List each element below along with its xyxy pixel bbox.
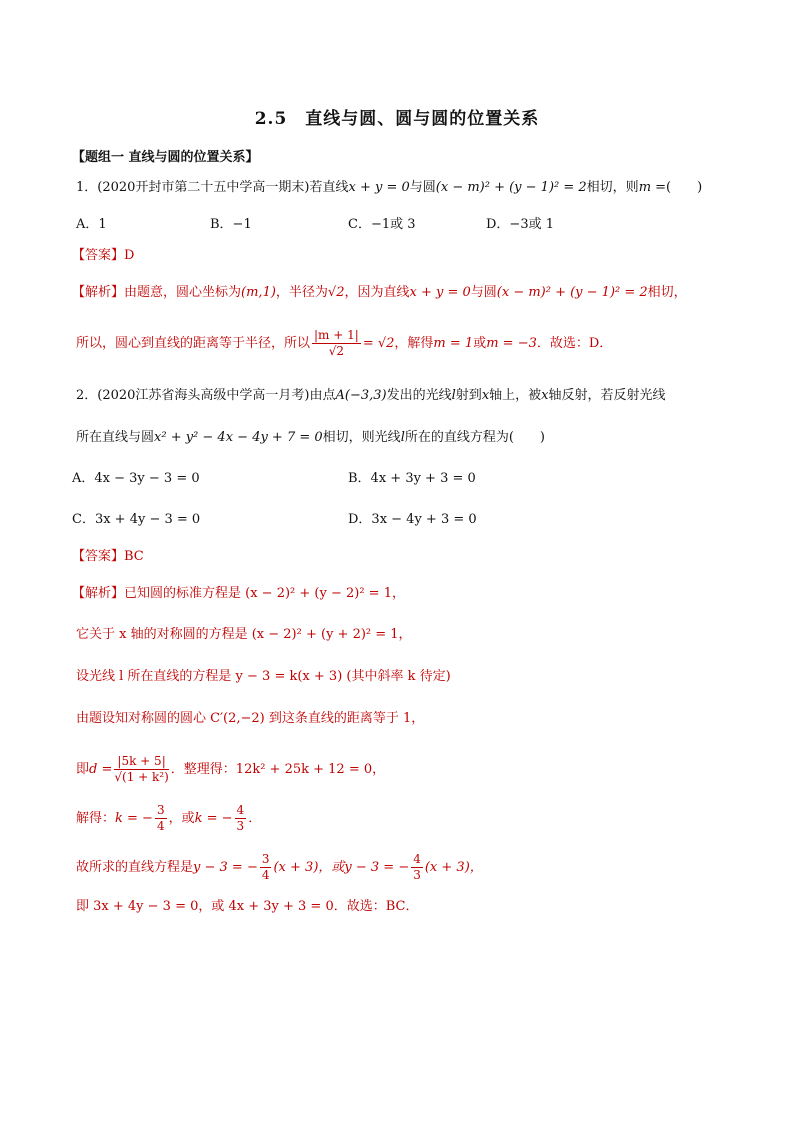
text: 轴上，被 (489, 388, 542, 403)
text: 与圆 (470, 285, 497, 300)
math: A(−3,3) (335, 388, 387, 403)
frac-den: √2 (328, 344, 345, 358)
page-title: 2.5 直线与圆、圆与圆的位置关系 (254, 109, 540, 129)
q2-option-d: D．3x − 4y + 3 = 0 (348, 512, 477, 527)
text: ，半径为 (275, 285, 328, 300)
text: ． (248, 811, 262, 826)
q2-analysis-line5 (76, 754, 385, 785)
q1-eq-m: m = (638, 180, 667, 195)
math: d = (89, 762, 113, 777)
math: x + y = 0 (409, 285, 471, 300)
math: k = − (194, 811, 233, 826)
math: k = − (115, 811, 153, 826)
text: 即 (76, 762, 90, 777)
math: x (541, 388, 549, 403)
q1-answer: 【答案】D (72, 248, 135, 263)
text: 所以，圆心到直线的距离等于半径，所以 (76, 336, 311, 351)
q2-analysis-line2: 它关于 x 轴的对称圆的方程是 (x − 2)² + (y + 2)² = 1， (76, 627, 412, 642)
math: m = −3 (486, 336, 537, 351)
q2-stem-line2 (76, 428, 545, 448)
q2-stem-line1 (76, 386, 666, 406)
fraction (312, 328, 361, 359)
frac-den: 3 (413, 868, 421, 882)
frac-den: √(1 + k²) (114, 770, 169, 784)
text: 由题意，圆心坐标为 (124, 285, 242, 300)
fraction (411, 852, 423, 883)
q1-stem-text: 1．(2020开封市第二十五中学高一期末)若直线 (76, 180, 349, 195)
q1-option-a: A．1 (76, 217, 107, 232)
fraction (235, 803, 247, 834)
math: x² + y² − 4x − 4y + 7 = 0 (154, 430, 323, 445)
frac-num: 3 (261, 852, 270, 866)
math: (x + 3)，或 (273, 860, 345, 875)
q2-option-c: C．3x + 4y − 3 = 0 (72, 512, 201, 527)
math: √2 (327, 285, 345, 300)
section-heading: 【题组一 直线与圆的位置关系】 (72, 150, 259, 165)
text: 故所求的直线方程是 (76, 860, 194, 875)
text: 发出的光线 (386, 388, 452, 403)
text: ，或 (168, 811, 195, 826)
text: 所在直线与圆 (76, 430, 155, 445)
text: 已知圆的标准方程是 (x − 2)² + (y − 2)² = 1， (124, 586, 405, 601)
frac-num: 3 (156, 803, 165, 817)
frac-num: |5k + 5| (114, 754, 168, 770)
text: 2．(2020江苏省海头高级中学高一月考)由点 (76, 388, 336, 403)
fraction (260, 852, 272, 883)
text: ．整理得：12k² + 25k + 12 = 0， (170, 762, 386, 777)
q1-eq-circle: (x − m)² + (y − 1)² = 2 (435, 180, 587, 195)
q1-stem-text: 相切，则 (586, 180, 639, 195)
text: 所在的直线方程为( ) (404, 430, 546, 445)
frac-num: |m + 1| (314, 328, 359, 342)
analysis-label: 【解析】 (72, 586, 125, 601)
math: = √2 (362, 336, 395, 351)
q1-option-b: B．−1 (210, 217, 252, 232)
q1-analysis-line2 (76, 328, 612, 359)
math: y − 3 = − (344, 860, 410, 875)
text: ，因为直线 (344, 285, 410, 300)
q2-analysis-line3: 设光线 l 所在直线的方程是 y − 3 = k(x + 3) (其中斜率 k 待定) (76, 669, 451, 684)
analysis-label: 【解析】 (72, 285, 125, 300)
q2-answer: 【答案】BC (72, 549, 144, 564)
text: 轴反射，若反射光线 (548, 388, 666, 403)
q2-analysis-line4: 由题设知对称圆的圆心 C′(2,−2) 到这条直线的距离等于 1， (76, 711, 425, 726)
frac-num: 4 (236, 803, 245, 817)
frac-num: 4 (413, 852, 421, 866)
q2-analysis-line1 (72, 584, 405, 604)
q1-stem-text: 与圆 (409, 180, 436, 195)
q1-analysis-line1 (72, 283, 687, 303)
frac-den: 4 (261, 868, 270, 882)
q1-eq-line: x + y = 0 (348, 180, 410, 195)
q2-analysis-line7 (76, 852, 483, 883)
text: ，解得 (394, 336, 434, 351)
math: x (481, 388, 490, 403)
text: 或 (473, 336, 487, 351)
q1-stem (76, 178, 702, 198)
text: 相切， (647, 285, 687, 300)
q1-option-c: C．−1或 3 (348, 217, 416, 232)
text: ．故选：D． (536, 336, 613, 351)
q2-option-b: B．4x + 3y + 3 = 0 (348, 471, 476, 486)
math: (m,1) (241, 285, 276, 300)
math: l (451, 388, 456, 403)
math: m = 1 (433, 336, 474, 351)
math: l (400, 430, 405, 445)
frac-den: 3 (236, 819, 245, 833)
text: 解得： (76, 811, 116, 826)
q2-analysis-line6 (76, 803, 261, 834)
math: y − 3 = − (193, 860, 258, 875)
text: 射到 (455, 388, 482, 403)
q1-option-d: D．−3或 1 (486, 217, 554, 232)
fraction (155, 803, 167, 834)
math: (x + 3)， (424, 860, 483, 875)
q2-analysis-line8: 即 3x + 4y − 3 = 0，或 4x + 3y + 3 = 0．故选：BC． (76, 899, 419, 914)
text: 相切，则光线 (322, 430, 401, 445)
math: (x − m)² + (y − 1)² = 2 (496, 285, 648, 300)
q2-option-a: A．4x − 3y − 3 = 0 (72, 471, 200, 486)
fraction (114, 754, 168, 785)
frac-den: 4 (156, 819, 165, 833)
q1-blank: ( ) (666, 180, 703, 195)
